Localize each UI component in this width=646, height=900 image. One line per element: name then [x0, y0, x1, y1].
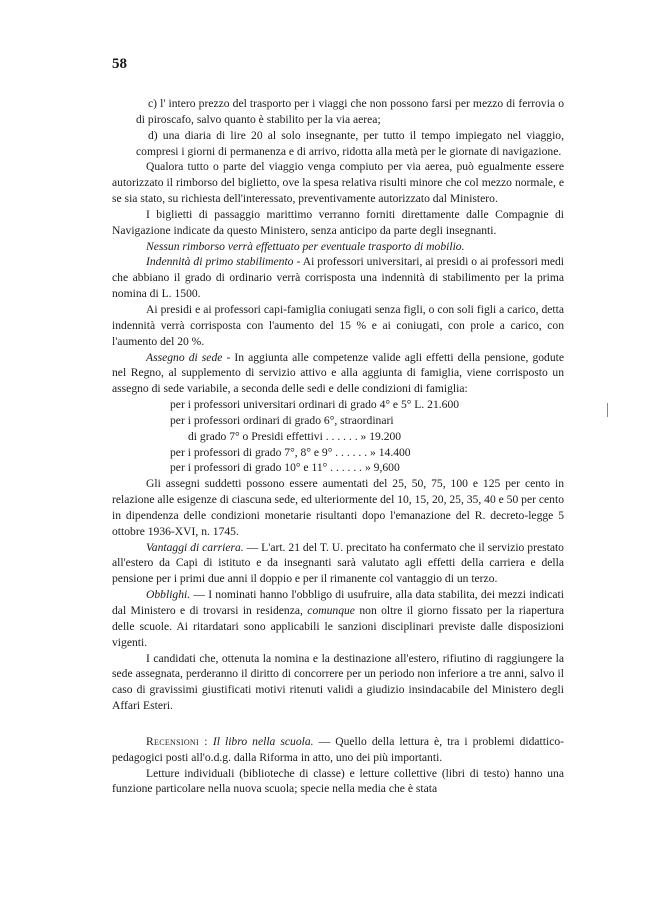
allowance-row [170, 397, 564, 413]
text-first-settlement: - Ai professori universitari, ai presidi o ai professori medi che abbiano il grado di ordinario verrà corrisposta una indennità di stabilimento per la prima nomina di L. 1500. [112, 255, 564, 301]
paragraph-increase: Gli assegni suddetti possono essere aumentati del 25, 50, 75, 100 e 125 per cento in relazione alle esigenze di ciascuna sede, ed ulteriormente del 10, 15, 20, 25, 35, 40 e 50 per cento in dipendenza delle condizioni monetarie risultanti dopo l'emanazione del R. decreto-legge 5 ottobre 1936-XVI, n. 1745. [112, 477, 564, 538]
allowance-row [170, 445, 564, 461]
paragraph-sea-tickets: I biglietti di passaggio marittimo verranno forniti direttamente dalle Compagnie di Navigazione indicate da questo Ministero, senza anticipo da parte degli insegnanti. [112, 207, 564, 237]
heading-seat-allowance: Assegno di sede [146, 350, 223, 364]
text-reviews: — Quello della lettura è, tra i problemi didattico-pedagogici posti all'o.d.g. dalla Riforma in atto, uno dei più importanti. [112, 734, 564, 764]
body-text [112, 96, 564, 797]
text-obligations-b: non oltre il giorno fissato per la riapertura delle scuole. Ai ritardatari sono applicabili le sanzioni disciplinari previste dalle disposizioni vigenti. [112, 604, 564, 649]
allowance-row-text: per i professori di grado 10° e 11° . . . . . . [170, 461, 363, 475]
paragraph-candidates: I candidati che, ottenuta la nomina e la destinazione all'estero, rifiutino di raggiungere la sede assegnata, perderanno il diritto di concorrere per un periodo non inferiore a tre anni, salvo il caso di gravissimi giustificati motivi ritenuti validi a giudizio insindacabile del Ministero degli Affari Esteri. [112, 651, 564, 713]
allowance-row [170, 429, 564, 445]
allowance-row [170, 460, 564, 476]
paragraph-readings: Letture individuali (biblioteche di classe) e letture collettive (libri di testo) hanno una funzione particolare nella nuova scuola; specie nella media che è stata [112, 766, 564, 796]
paragraph-d: d) una diaria di lire 20 al solo insegnante, per tutto il tempo impiegato nel viaggio, compresi i giorni di permanenza e di arrivo, ridotta alla metà per le giornate di navigazione. [136, 128, 564, 158]
margin-mark [607, 403, 608, 417]
text-obligations-emph: comunque [307, 604, 355, 617]
text-seat-allowance: - In aggiunta alle competenze valide agli effetti della pensione, godute nel Regno, al supplemento di servizio attivo e alla aggiunta di famiglia, viene corrisposto un assegno di sede variabile, a seconda delle sedi e delle condizioni di famiglia: [112, 350, 564, 396]
text-obligations-a: — I nominati hanno l'obbligo di usufruire, alla data stabilita, dei mezzi indicati dal Ministero e di trovarsi in residenza, [112, 588, 564, 617]
allowance-row-amount: » 19.200 [357, 429, 402, 443]
paragraph-c: c) l' intero prezzo del trasporto per i viaggi che non possono farsi per mezzo di ferrovia o di piroscafo, salvo quanto è stabilito per la via aerea; [136, 97, 564, 126]
heading-reviews: Recensioni : [146, 734, 208, 748]
heading-first-settlement: Indennità di primo stabilimento [146, 255, 294, 269]
text-career: — L'art. 21 del T. U. precitato ha confermato che il servizio prestato all'estero da Capi di istituto e da insegnanti sarà valutato agli effetti della carriera e della pensione per i primi due anni il doppio e per il rimanente col vantaggio di un terzo. [112, 540, 564, 586]
paragraph-obligations [112, 587, 564, 650]
allowance-table [112, 397, 564, 476]
allowance-row-text: per i professori universitari ordinari di grado 4° e 5° [170, 398, 412, 412]
paragraph-first-settlement [112, 254, 564, 302]
allowance-row-text: per i professori di grado 7°, 8° e 9° . . . . . . [170, 445, 368, 459]
paragraph-air-travel: Qualora tutto o parte del viaggio venga compiuto per via aerea, può egualmente essere autorizzato il rimborso del biglietto, ove la spesa relativa risulti minore che col mezzo normale, e se sia stato, su richiesta dell'interessato, preventivamente autorizzato dal Ministero. [112, 160, 564, 206]
allowance-row-text: di grado 7° o Presidi effettivi . . . . . . [188, 429, 358, 443]
paragraph-family-heads: Ai presidi e ai professori capi-famiglia coniugati senza figli, o con soli figli a carico, detta indennità verrà corrisposta con l'aumento del 15 % e ai coniugati, con prole a carico, con l'aumento del 20 %. [112, 302, 564, 348]
allowance-row-amount: » 14.400 [367, 445, 411, 459]
allowance-row-amount: » 9,600 [362, 461, 400, 475]
heading-career: Vantaggi di carriera. [146, 540, 244, 554]
paragraph-no-reimbursement: Nessun rimborso verrà effettuato per eventuale trasporto di mobilio. [146, 239, 465, 253]
allowance-row-amount: L. 21.600 [411, 398, 460, 412]
allowance-row [170, 413, 564, 429]
heading-obligations: Obblighi. [146, 588, 191, 602]
paragraph-seat-allowance [112, 350, 564, 398]
paragraph-career [112, 540, 564, 588]
paragraph-reviews [112, 734, 564, 766]
page-number: 58 [112, 56, 127, 72]
heading-book-in-school: Il libro nella scuola. [207, 734, 314, 748]
allowance-row-text: per i professori ordinari di grado 6°, straordinari [170, 413, 394, 427]
